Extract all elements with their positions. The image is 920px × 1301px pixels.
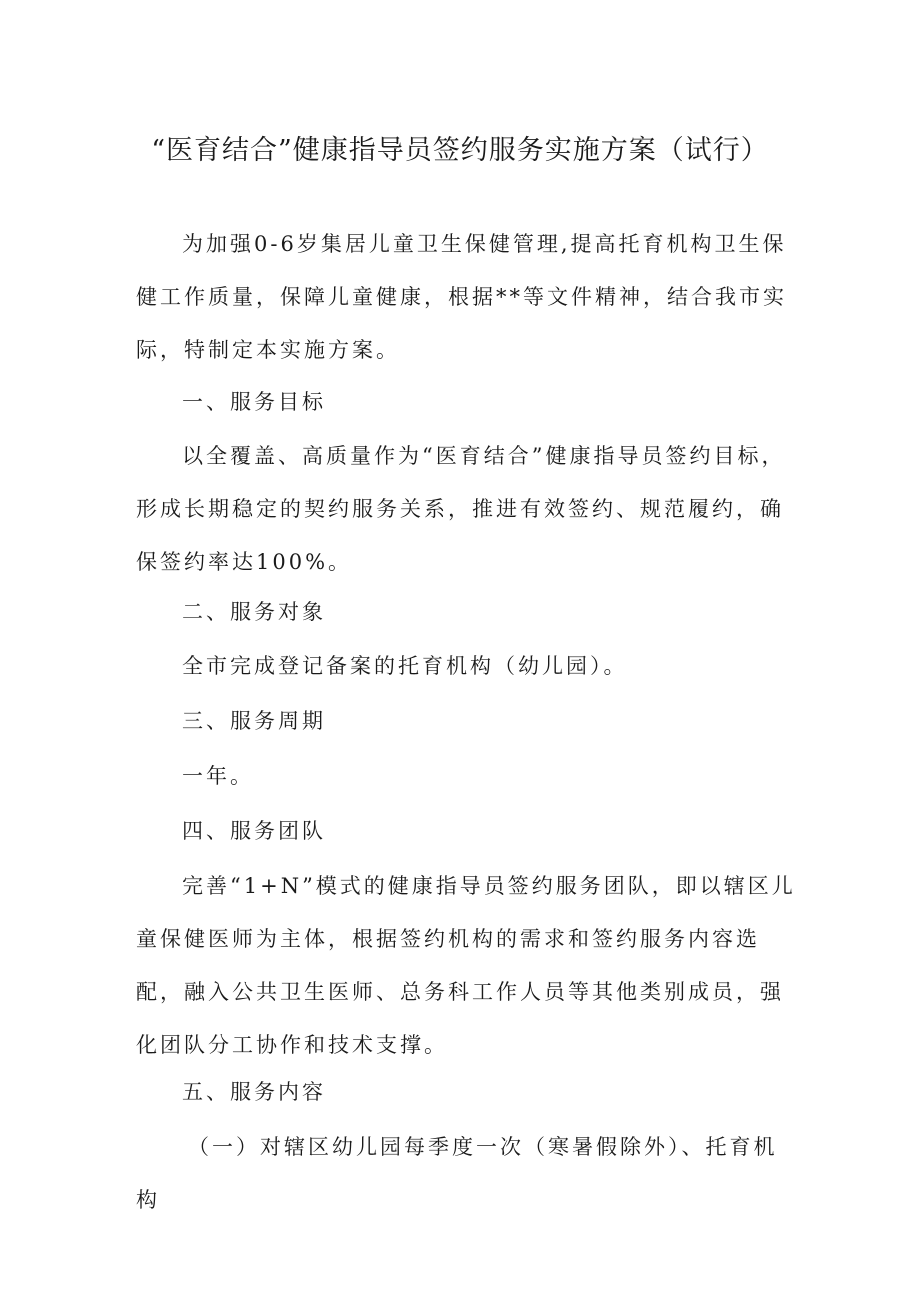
target-paragraph: 全市完成登记备案的托育机构（幼儿园）。 [182, 654, 628, 678]
section-heading-target: 二、服务对象 [182, 600, 326, 624]
intro-paragraph: 为加强0-6岁集居儿童卫生保健管理,提高托育机构卫生保健工作质量，保障儿童健康，根据**等文件精神，结合我市实际，特制定本实施方案。 [136, 232, 787, 362]
section-heading-content: 五、服务内容 [182, 1080, 326, 1104]
section-heading-goal: 一、服务目标 [182, 390, 326, 414]
document-title: “医育结合”健康指导员签约服务实施方案（试行） [151, 135, 769, 166]
section-heading-team: 四、服务团队 [182, 819, 326, 843]
team-paragraph: 完善“1+N”模式的健康指导员签约服务团队，即以辖区儿童保健医师为主体，根据签约机构的需求和签约服务内容选配，融入公共卫生医师、总务科工作人员等其他类别成员，强化团队分工协作和技术支撑。 [136, 874, 796, 1057]
period-paragraph: 一年。 [182, 764, 254, 788]
content-paragraph: （一）对辖区幼儿园每季度一次（寒暑假除外）、托育机构 [136, 1135, 778, 1212]
section-heading-period: 三、服务周期 [182, 709, 326, 733]
goal-paragraph: 以全覆盖、高质量作为“医育结合”健康指导员签约目标，形成长期稳定的契约服务关系，推进有效签约、规范履约，确保签约率达100%。 [136, 444, 786, 574]
